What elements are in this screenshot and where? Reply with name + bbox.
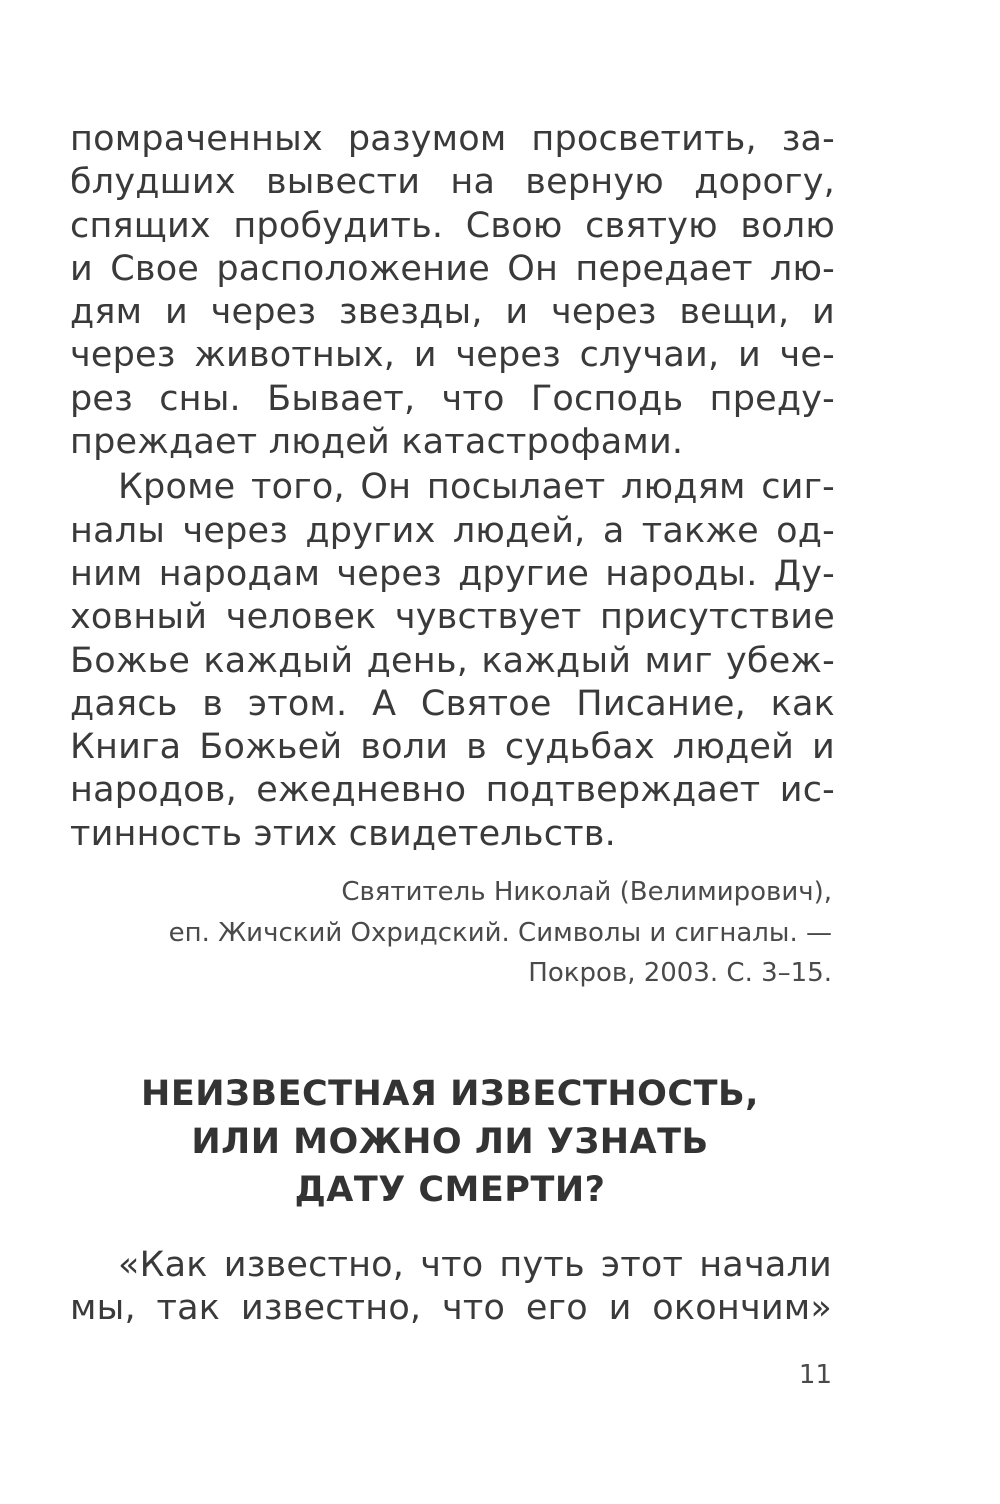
text-line: ним народам через другие народы. Ду-	[70, 553, 835, 594]
text-line: даясь в этом. А Святое Писание, как	[70, 683, 835, 724]
citation-line: Святитель Николай (Велимирович),	[341, 877, 832, 907]
text-line: блудших вывести на верную дорогу,	[70, 162, 835, 203]
text-line: Кроме того, Он посылает людям сиг-	[118, 467, 835, 508]
text-line: Божье каждый день, каждый миг убеж-	[70, 640, 835, 681]
page-number: 11	[798, 1360, 832, 1390]
epigraph-quote	[70, 1244, 832, 1331]
chapter-heading	[60, 1070, 840, 1214]
text-line: ховный человек чувствует присутствие	[70, 597, 835, 638]
citation-line: Покров, 2003. С. 3–15.	[528, 958, 832, 988]
text-line: народов, ежедневно подтверждает ис-	[70, 770, 835, 811]
text-line: и Свое расположение Он передает лю-	[70, 248, 835, 289]
text-line: налы через других людей, а также од-	[70, 510, 835, 551]
text-line: тинность этих свидетельств.	[70, 813, 616, 854]
text-line: рез сны. Бывает, что Господь преду-	[70, 378, 835, 419]
book-page-text	[70, 118, 835, 856]
text-line: спящих пробудить. Свою святую волю	[70, 205, 835, 246]
paragraph-1	[70, 118, 835, 464]
paragraph-2	[70, 466, 835, 856]
text-line: мы, так известно, что его и окончим»	[70, 1288, 832, 1329]
heading-line: ДАТУ СМЕРТИ?	[294, 1170, 606, 1210]
text-line: через животных, и через случаи, и че-	[70, 335, 835, 376]
heading-line: НЕИЗВЕСТНАЯ ИЗВЕСТНОСТЬ,	[141, 1074, 759, 1114]
text-line: преждает людей катастрофами.	[70, 422, 684, 463]
text-line: помраченных разумом просветить, за-	[70, 119, 835, 159]
text-line: Книга Божьей воли в судьбах людей и	[70, 727, 835, 768]
text-line: дям и через звезды, и через вещи, и	[70, 292, 835, 333]
heading-line: ИЛИ МОЖНО ЛИ УЗНАТЬ	[191, 1122, 709, 1162]
source-citation	[70, 872, 832, 994]
citation-line: еп. Жичский Охридский. Символы и сигналы. —	[168, 917, 832, 948]
text-line: «Как известно, что путь этот начали	[118, 1245, 832, 1285]
